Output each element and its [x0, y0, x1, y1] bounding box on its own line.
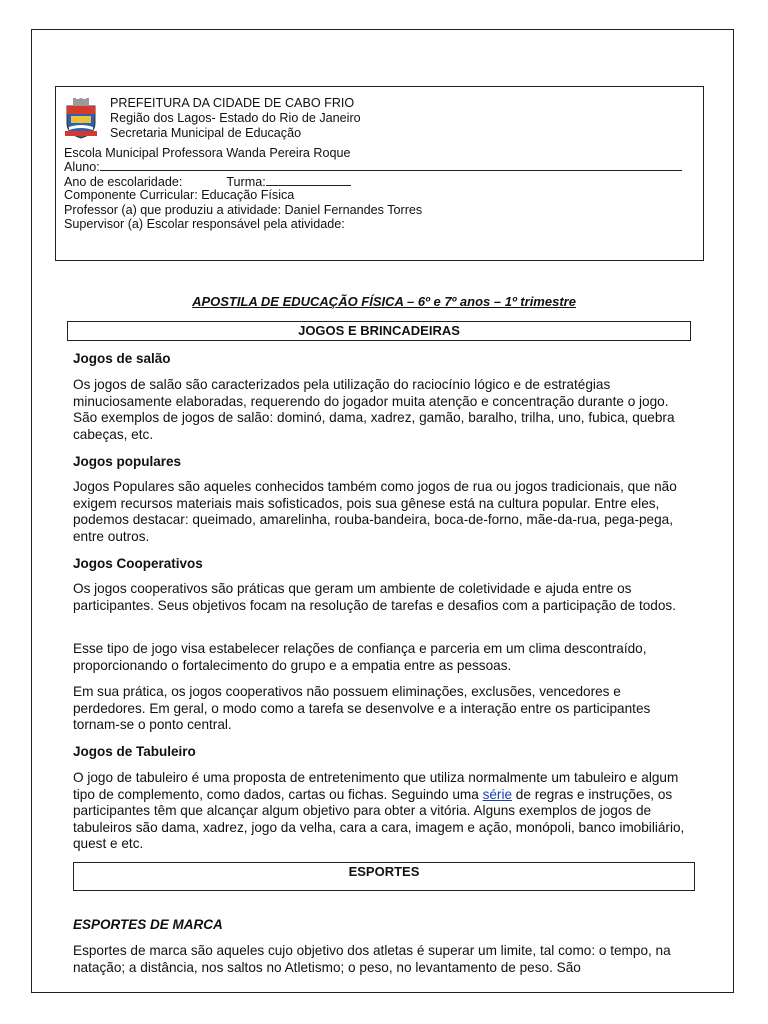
heading-jogos-cooperativos: Jogos Cooperativos — [73, 556, 203, 571]
heading-jogos-salao: Jogos de salão — [73, 351, 171, 366]
paragraph-cooperativos-3: Em sua prática, os jogos cooperativos não possuem eliminações, exclusões, vencedores e perdedores. Em geral, o modo como a tarefa se desenvolve e a interação entre os participantes tornam-se o ponto central. — [73, 684, 651, 732]
section-esportes: ESPORTES — [73, 862, 695, 891]
paragraph-jogos-populares: Jogos Populares são aqueles conhecidos também como jogos de rua ou jogos tradicionais, que não exigem recursos materiais mais sofisticados, pois sua gênese está na cultura popular. Entre eles, podemos destacar: queimado, amarelinha, rouba-bandeira, boca-de-forno, mãe-da-rua, pega-pega, entre outros. — [73, 479, 677, 544]
paragraph-jogos-salao: Os jogos de salão são caracterizados pela utilização do raciocínio lógico e de estratégias minuciosamente elaboradas, requerendo do jogador muita atenção e concentração durante o jogo. São exemplos de jogos de salão: dominó, dama, xadrez, gamão, baralho, trilha, uno, fubica, quebra cabeças, etc. — [73, 377, 675, 442]
supervisor-line: Supervisor (a) Escolar responsável pela atividade: — [64, 217, 345, 231]
section-jogos-brincadeiras: JOGOS E BRINCADEIRAS — [67, 321, 691, 341]
aluno-label: Aluno: — [64, 160, 100, 174]
heading-jogos-populares: Jogos populares — [73, 454, 182, 469]
componente-line: Componente Curricular: Educação Física — [64, 188, 295, 202]
paragraph-esportes-marca: Esportes de marca são aqueles cujo objetivo dos atletas é superar um limite, tal como: o tempo, na natação; a distância, nos saltos no Atletismo; o peso, no levantamento de peso. São — [73, 943, 671, 975]
school-name: Escola Municipal Professora Wanda Pereira Roque — [64, 146, 351, 160]
paragraph-cooperativos-1: Os jogos cooperativos são práticas que geram um ambiente de coletividade e ajuda entre os participantes. Seus objetivos focam na resolução de tarefas e desafios com a participação de todos. — [73, 581, 677, 613]
turma-blank — [266, 174, 351, 186]
header-line-3: Secretaria Municipal de Educação — [110, 126, 302, 140]
heading-esportes-marca: ESPORTES DE MARCA — [73, 917, 223, 932]
header-line-2: Região dos Lagos- Estado do Rio de Janeiro — [110, 111, 361, 125]
paragraph-jogos-tabuleiro — [73, 770, 693, 853]
heading-jogos-tabuleiro: Jogos de Tabuleiro — [73, 744, 196, 759]
aluno-blank — [100, 159, 682, 171]
tabuleiro-text-2: de regras e instruções, os participantes têm que alcançar algum objetivo para obter a vitória. Alguns exemplos de jogos de tabuleiros são dama, xadrez, jogo da velha, cara a cara, imagem e ação, monópoli, banco imobiliário, quest e etc. — [73, 786, 685, 851]
page-title: APOSTILA DE EDUCAÇÃO FÍSICA – 6º e 7º anos – 1º trimestre — [192, 294, 576, 309]
turma-label: Turma: — [226, 175, 266, 189]
header-line-1: PREFEITURA DA CIDADE DE CABO FRIO — [110, 96, 355, 110]
professor-line: Professor (a) que produziu a atividade: Daniel Fernandes Torres — [64, 203, 423, 217]
ano-label: Ano de escolaridade: — [64, 175, 183, 189]
aluno-field — [64, 159, 682, 175]
city-crest-icon — [64, 97, 98, 139]
paragraph-cooperativos-2: Esse tipo de jogo visa estabelecer relações de confiança e parceria em um clima descontraído, proporcionando o fortalecimento do grupo e a empatia entre as pessoas. — [73, 641, 647, 673]
serie-link[interactable]: série — [482, 786, 513, 802]
tabuleiro-text-1: O jogo de tabuleiro é uma proposta de entretenimento que utiliza normalmente um tabuleiro e algum tipo de complemento, como dados, cartas ou fichas. Seguindo uma — [73, 770, 679, 802]
